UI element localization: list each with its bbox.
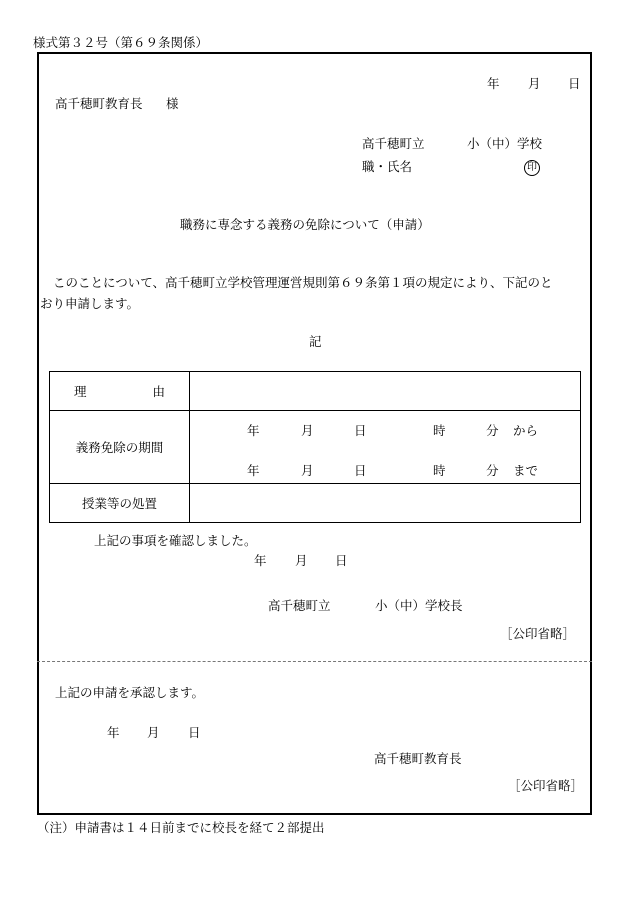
confirm-year: 年	[254, 553, 267, 568]
period-to-suffix: まで	[513, 463, 539, 478]
applicant-name-label: 職・氏名	[362, 159, 413, 174]
approval-seal-omitted: ［公印省略］	[508, 778, 584, 793]
period-from-line	[190, 417, 580, 437]
period-label: 義務免除の期間	[50, 411, 190, 484]
confirm-month: 月	[295, 553, 308, 568]
top-date-year: 年	[487, 76, 500, 91]
period-field[interactable]	[190, 411, 581, 484]
period-from-suffix: から	[513, 423, 539, 438]
period-to-month: 月	[301, 463, 314, 478]
period-to-day: 日	[354, 463, 367, 478]
confirm-seal-omitted: ［公印省略］	[500, 626, 576, 641]
period-to-year: 年	[247, 463, 260, 478]
top-date-day: 日	[568, 76, 581, 91]
reason-label-char-1: 理	[73, 384, 87, 399]
approval-text: 上記の申請を承認します。	[55, 685, 205, 700]
period-from-day: 日	[354, 423, 367, 438]
approval-day: 日	[188, 725, 201, 740]
class-label: 授業等の処置	[50, 484, 190, 523]
ki-heading: 記	[309, 334, 322, 349]
body-line-2: おり申請します。	[40, 296, 140, 311]
document-title: 職務に専念する義務の免除について（申請）	[180, 217, 430, 232]
applicant-school-prefix: 高千穂町立	[362, 136, 425, 151]
approval-month: 月	[147, 725, 160, 740]
approval-year: 年	[107, 725, 120, 740]
body-line-1: このことについて、高千穂町立学校管理運営規則第６９条第１項の規定により、下記のと	[53, 275, 553, 290]
approval-issuer: 高千穂町教育長	[374, 751, 462, 766]
applicant-school-suffix: 小（中）学校	[467, 136, 543, 151]
seal-mark: 印	[524, 160, 540, 176]
application-table	[49, 371, 581, 523]
addressee-name: 高千穂町教育長	[55, 96, 143, 111]
class-field[interactable]	[190, 484, 581, 523]
period-to-line	[190, 457, 580, 477]
period-from-year: 年	[247, 423, 260, 438]
confirm-day: 日	[335, 553, 348, 568]
reason-label-char-2: 由	[152, 384, 166, 399]
period-from-month: 月	[301, 423, 314, 438]
period-to-hour: 時	[433, 463, 446, 478]
confirm-text: 上記の事項を確認しました。	[94, 533, 257, 548]
class-row	[50, 484, 581, 523]
period-to-minute: 分	[486, 463, 499, 478]
footnote: （注）申請書は１４日前までに校長を経て２部提出	[37, 820, 325, 835]
confirm-school-prefix: 高千穂町立	[268, 598, 331, 613]
reason-field[interactable]	[190, 372, 581, 411]
reason-label	[50, 372, 190, 411]
period-from-minute: 分	[486, 423, 499, 438]
period-row	[50, 411, 581, 484]
addressee-honorific: 様	[166, 96, 179, 111]
reason-row	[50, 372, 581, 411]
confirm-school-principal: 小（中）学校長	[375, 598, 463, 613]
form-id: 様式第３２号（第６９条関係）	[33, 35, 209, 50]
period-from-hour: 時	[433, 423, 446, 438]
top-date-month: 月	[528, 76, 541, 91]
dashed-divider	[37, 661, 592, 662]
